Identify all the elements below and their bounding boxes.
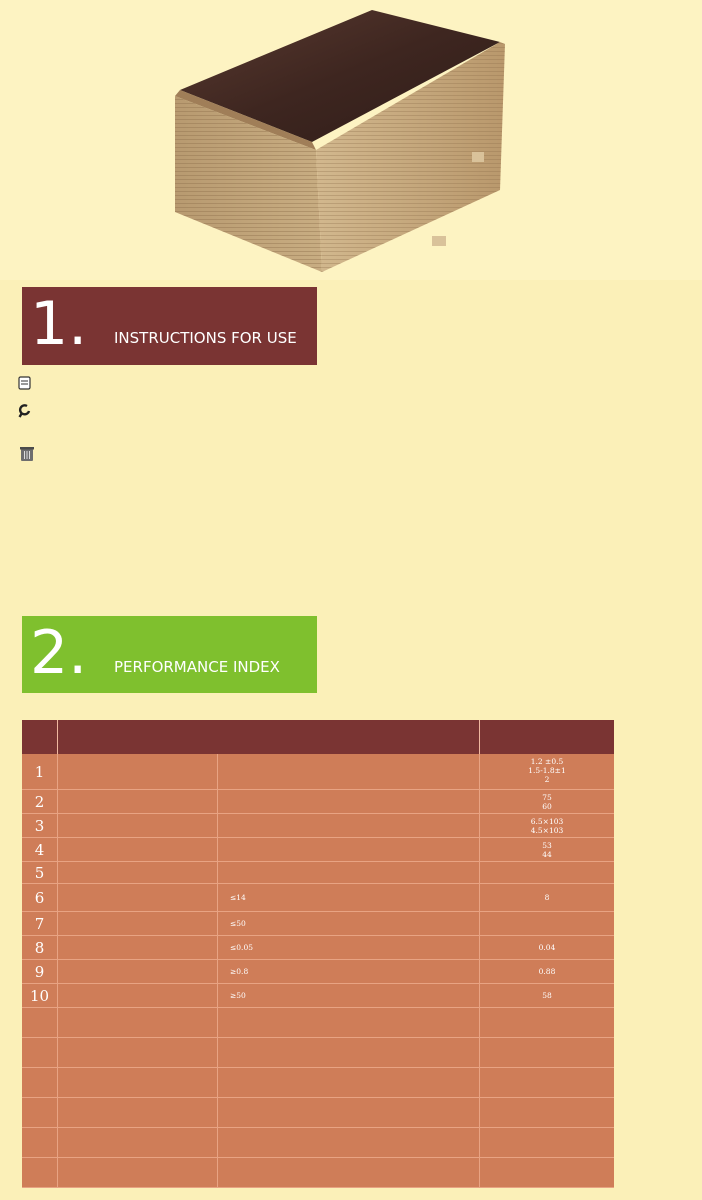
row-number: 3: [22, 814, 58, 837]
table-row: [22, 862, 614, 884]
empty-cell: [22, 1008, 58, 1037]
empty-cell: [22, 1098, 58, 1127]
table-row-empty: [22, 1008, 614, 1038]
actual-line: 75: [542, 793, 552, 802]
row-property-name: [58, 984, 218, 1007]
row-actual: [480, 862, 614, 883]
row-standard: [218, 862, 480, 883]
empty-cell: [480, 1068, 614, 1097]
row-standard: [218, 754, 480, 789]
standard-line: ≤50: [230, 919, 246, 928]
actual-line: 1.5-1.8±1: [528, 766, 566, 775]
table-row-empty: [22, 1068, 614, 1098]
header-actual: [480, 720, 614, 754]
empty-cell: [58, 1128, 218, 1157]
empty-cell: [480, 1158, 614, 1187]
table-header: [22, 720, 614, 754]
row-actual: [480, 936, 614, 959]
table-row: [22, 790, 614, 814]
actual-line: 6.5×103: [530, 817, 564, 826]
table-row: [22, 754, 614, 790]
empty-cell: [22, 1038, 58, 1067]
standard-line: ≤14: [230, 893, 246, 902]
instruction-item: [18, 376, 690, 392]
standard-line: ≤0.05: [230, 943, 253, 952]
row-actual: [480, 754, 614, 789]
row-number: 6: [22, 884, 58, 911]
row-property-name: [58, 884, 218, 911]
row-property-name: [58, 960, 218, 983]
actual-line: 1.2 ±0.5: [530, 757, 564, 766]
document-icon: [18, 376, 32, 390]
empty-cell: [58, 1008, 218, 1037]
section-number: 1.: [30, 289, 88, 359]
row-actual: [480, 790, 614, 813]
actual-line: 0.88: [538, 967, 556, 976]
row-standard: [218, 790, 480, 813]
actual-line: 4.5×103: [530, 826, 564, 835]
row-property-name: [58, 862, 218, 883]
row-number: 5: [22, 862, 58, 883]
row-number: 7: [22, 912, 58, 935]
section-number: 2.: [30, 618, 88, 688]
row-property-name: [58, 936, 218, 959]
row-number: 8: [22, 936, 58, 959]
row-property-name: [58, 912, 218, 935]
row-actual: [480, 814, 614, 837]
instruction-item: [18, 444, 690, 462]
row-number: 4: [22, 838, 58, 861]
actual-line: 0.04: [538, 943, 556, 952]
table-row: [22, 936, 614, 960]
empty-cell: [218, 1098, 480, 1127]
row-actual: [480, 838, 614, 861]
empty-cell: [58, 1038, 218, 1067]
row-property-name: [58, 790, 218, 813]
empty-cell: [218, 1128, 480, 1157]
table-row: [22, 984, 614, 1008]
empty-cell: [58, 1098, 218, 1127]
table-row-empty: [22, 1158, 614, 1188]
row-number: 1: [22, 754, 58, 789]
section-title-en: PERFORMANCE INDEX: [114, 658, 280, 676]
empty-cell: [218, 1008, 480, 1037]
empty-cell: [480, 1008, 614, 1037]
empty-cell: [22, 1128, 58, 1157]
row-standard: [218, 884, 480, 911]
row-standard: [218, 838, 480, 861]
row-number: 9: [22, 960, 58, 983]
empty-cell: [218, 1068, 480, 1097]
row-property-name: [58, 814, 218, 837]
standard-line: ≥0.8: [230, 967, 249, 976]
row-standard: [218, 814, 480, 837]
empty-cell: [480, 1128, 614, 1157]
actual-line: 53: [542, 841, 552, 850]
row-number: 2: [22, 790, 58, 813]
instruction-item: [18, 404, 690, 420]
table-row: [22, 814, 614, 838]
row-property-name: [58, 754, 218, 789]
row-standard: [218, 936, 480, 959]
row-actual: [480, 884, 614, 911]
hook-icon: [18, 404, 32, 418]
row-number: 10: [22, 984, 58, 1007]
table-row: [22, 838, 614, 862]
actual-line: 2: [544, 775, 550, 784]
empty-cell: [58, 1158, 218, 1187]
empty-cell: [22, 1068, 58, 1097]
row-standard: [218, 960, 480, 983]
empty-cell: [480, 1038, 614, 1067]
instructions-banner: [22, 287, 317, 365]
table-row: [22, 960, 614, 984]
row-actual: [480, 984, 614, 1007]
row-property-name: [58, 838, 218, 861]
trash-bin-icon: [18, 444, 36, 462]
performance-banner: [22, 616, 317, 693]
empty-cell: [218, 1158, 480, 1187]
actual-line: 8: [544, 893, 550, 902]
product-photo: [0, 0, 702, 280]
row-standard: [218, 984, 480, 1007]
table-row: [22, 884, 614, 912]
empty-cell: [58, 1068, 218, 1097]
table-row-empty: [22, 1128, 614, 1158]
actual-line: 60: [542, 802, 552, 811]
table-row: [22, 912, 614, 936]
performance-table: [22, 720, 614, 1188]
standard-line: ≥50: [230, 991, 246, 1000]
actual-line: 58: [542, 991, 552, 1000]
header-standard: [58, 720, 480, 754]
header-no: [22, 720, 58, 754]
row-standard: [218, 912, 480, 935]
table-row-empty: [22, 1038, 614, 1068]
section-title-en: INSTRUCTIONS FOR USE: [114, 329, 297, 347]
empty-cell: [218, 1038, 480, 1067]
empty-cell: [22, 1158, 58, 1187]
row-actual: [480, 960, 614, 983]
plywood-stack-illustration: [0, 0, 702, 280]
row-actual: [480, 912, 614, 935]
table-row-empty: [22, 1098, 614, 1128]
actual-line: 44: [542, 850, 552, 859]
empty-cell: [480, 1098, 614, 1127]
